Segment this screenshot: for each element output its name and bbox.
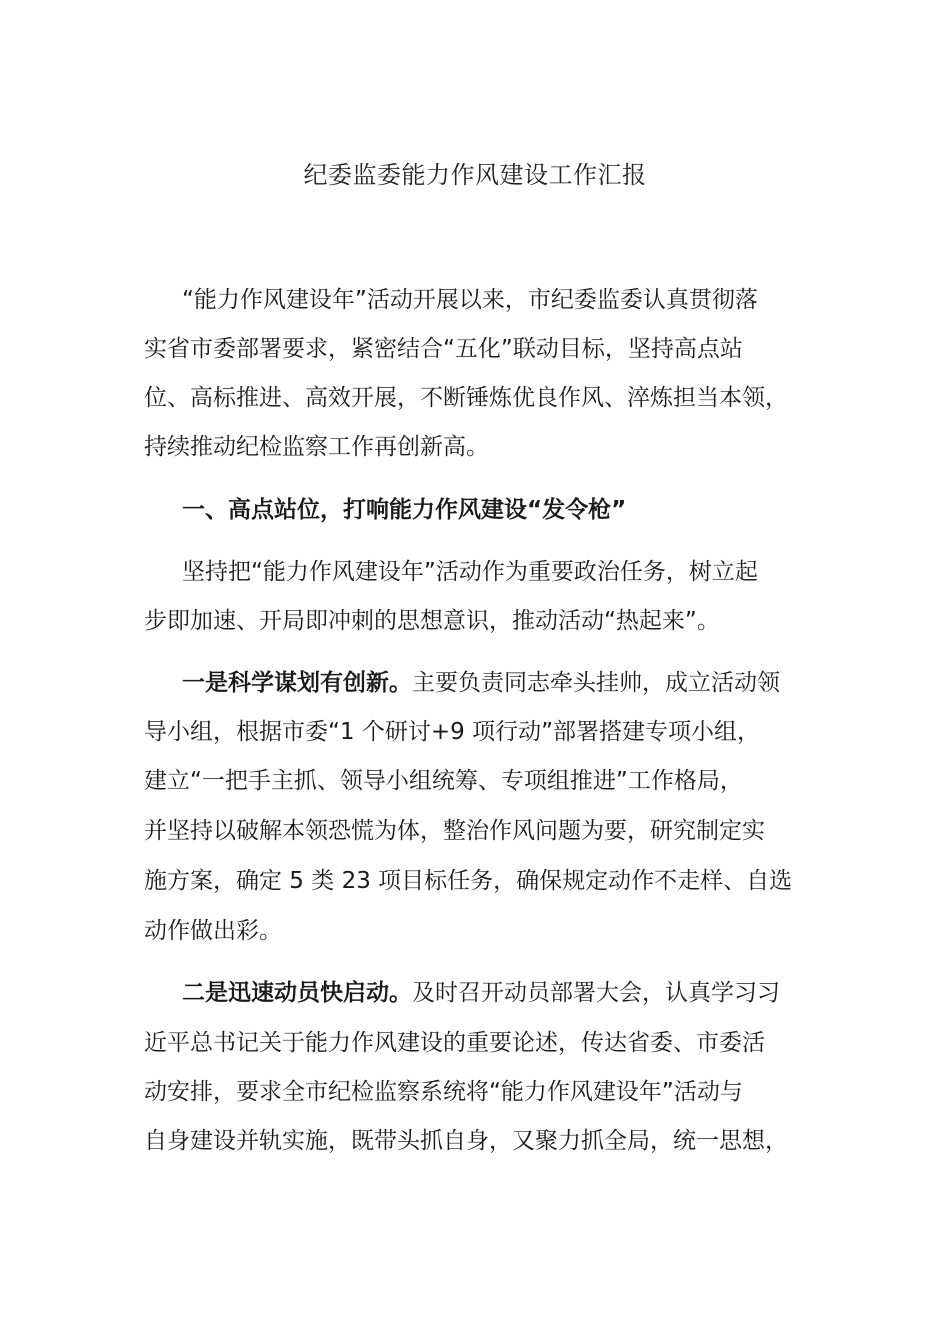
intro-line-3: 位、高标推进、高效开展，不断锤炼优良作风、淬炼担当本领， — [144, 385, 788, 411]
document-title: 纪委监委能力作风建设工作汇报 — [303, 161, 647, 189]
point2-line-1 — [182, 977, 780, 1009]
point1-first-line-text: 主要负责同志牵头挂帅，成立活动领 — [412, 670, 780, 696]
point2-line-3: 动安排，要求全市纪检监察系统将“能力作风建设年”活动与 — [144, 1079, 743, 1105]
point1-line-5: 施方案，确定 5 类 23 项目标任务，确保规定动作不走样、自选 — [144, 868, 793, 894]
point1-line-6: 动作做出彩。 — [144, 918, 282, 944]
point1-lead: 一是科学谋划有创新。 — [182, 670, 412, 696]
point1-line-4: 并坚持以破解本领恐慌为体，整治作风问题为要，研究制定实 — [144, 818, 765, 844]
intro-line-2: 实省市委部署要求，紧密结合“五化”联动目标，坚持高点站 — [144, 336, 743, 362]
intro-line-4: 持续推动纪检监察工作再创新高。 — [144, 434, 489, 460]
section1-line-2: 步即加速、开局即冲刺的思想意识，推动活动“热起来”。 — [144, 608, 720, 634]
point2-lead: 二是迅速动员快启动。 — [182, 980, 412, 1006]
point2-line-4: 自身建设并轨实施，既带头抓自身，又聚力抓全局，统一思想， — [144, 1128, 788, 1154]
section-heading-1: 一、高点站位，打响能力作风建设“发令枪” — [182, 497, 627, 523]
point1-line-1 — [182, 667, 780, 699]
point2-first-line-text: 及时召开动员部署大会，认真学习习 — [412, 980, 780, 1006]
point2-line-2: 近平总书记关于能力作风建设的重要论述，传达省委、市委活 — [144, 1030, 765, 1056]
point1-line-3: 建立“一把手主抓、领导小组统筹、专项组推进”工作格局， — [144, 768, 743, 794]
point1-line-2: 导小组，根据市委“1 个研讨+9 项行动”部署搭建专项小组， — [144, 719, 760, 745]
section1-line-1: 坚持把“能力作风建设年”活动作为重要政治任务，树立起 — [182, 559, 758, 585]
intro-line-1: “能力作风建设年”活动开展以来，市纪委监委认真贯彻落 — [182, 287, 758, 313]
